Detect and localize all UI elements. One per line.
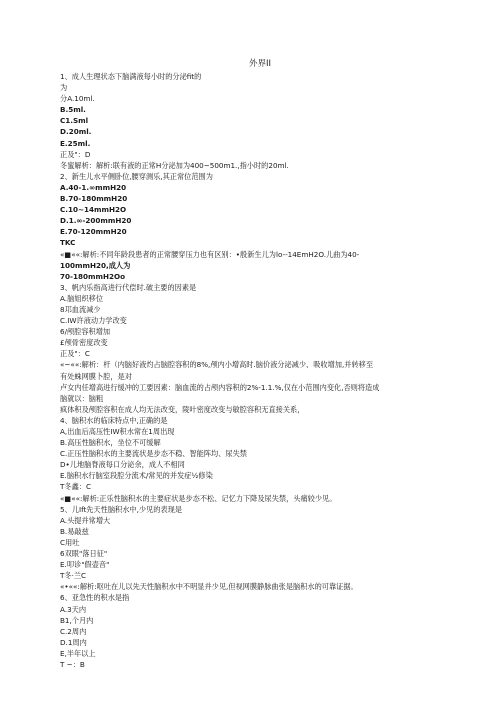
text-line: C1.Sml xyxy=(60,116,89,126)
text-line: B1,个月内 xyxy=(60,615,94,625)
text-line: E.70-120mmH20 xyxy=(60,227,127,237)
text-line: E,半年以上 xyxy=(60,648,96,658)
text-line: A.脑姐织移位 xyxy=(60,293,104,303)
text-line: 8邛血流减少 xyxy=(60,304,101,314)
text-line: 为 xyxy=(60,83,68,93)
text-line: 100mmH20,成人为 xyxy=(60,260,131,270)
text-line: 5、儿Ift先天性脑积水中,少见的表现是 xyxy=(60,504,183,514)
text-line: 6双眼"落日征" xyxy=(60,549,108,559)
text-line: C.10~14mmH2O xyxy=(60,205,127,215)
text-line: 3、帆内乐指高进行代偿时.破主要的因素是 xyxy=(60,282,197,292)
text-line: C.2周内 xyxy=(60,626,87,636)
text-line: A.40-1.∞mmH20 xyxy=(60,182,127,192)
text-line: E.脑积水行脑室段腔分流术/常见的并发症½修染 xyxy=(60,471,213,481)
text-line: 正及"：C xyxy=(60,349,90,359)
text-line: 6、亚急性的积水是指 xyxy=(60,593,130,603)
text-line: 70-180mmH2Oo xyxy=(60,271,126,281)
text-line: 4、脑积水的临床特点中,正确的是 xyxy=(60,415,168,425)
text-line: C.正压性脑积水的主要流状是步态不稳、智能阵均、尿失禁 xyxy=(60,449,247,459)
text-line: D.1.∞-200mmH20 xyxy=(60,216,132,226)
text-line: «■««:解析:正乐性脑积水的主要症状是步态不松、记忆力下降及尿失禁，头痛较少见。 xyxy=(60,493,337,503)
text-line: 冬蜜解析：解析:联有液的正常H分泌加为400~500m1.,指小时的20ml. xyxy=(60,160,289,170)
text-line: 正及"：D xyxy=(60,149,91,159)
text-line: «~««:解析：杆（内脑好液灼占脑腔容积的8%,颅内小增高时.脑价液分泌减少、吸收增加,并转移至 xyxy=(60,360,374,370)
text-line: E.25ml. xyxy=(60,138,91,148)
text-line: C用吐 xyxy=(60,537,80,547)
text-line: T冬鑫：C xyxy=(60,482,91,492)
text-line: 2、新生儿水平侧卧位,腰穿测乐,其正常位范围为 xyxy=(60,171,213,181)
text-line: «■««:解析:不同年龄段患者的正常腰穿压力也有区别：•殷新生儿为lo--14EmH2O.儿曲为40- xyxy=(60,249,360,259)
text-line: C.IW许液动力学改变 xyxy=(60,316,127,326)
text-line: E.叩诊"假壶音" xyxy=(60,560,110,570)
text-line: B.高压性脑积水，坐位不可缓解 xyxy=(60,438,161,448)
text-line: D•儿地脑脊液每口分泌余，成人不相同 xyxy=(60,460,185,470)
text-line: «•««:解析:呕吐在儿以先天性脑积水中不明显并少见,但视网膜静脉曲张是脑积水的可靠证据。 xyxy=(60,582,358,592)
text-line: D.20ml. xyxy=(60,127,92,137)
text-line: 6/颅腔容积增加 xyxy=(60,327,111,337)
text-line: B.5ml. xyxy=(60,105,86,115)
text-line: TKC xyxy=(60,238,76,248)
document-title: 外界II xyxy=(248,59,271,69)
text-line: B.易敲兹 xyxy=(60,526,89,536)
text-line: 脑就以：脑粗 xyxy=(60,393,104,403)
text-line: A.3天内 xyxy=(60,604,87,614)
text-line: T ~：B xyxy=(60,659,85,669)
text-line: A,出血后高压性IW积水常在1周出现 xyxy=(60,427,175,436)
text-line: 卢女内任增高进行缓冲的工要因素：脑血流的占颅内容积的2%-1.1.%,仅在小范围内变化,否则将造成 xyxy=(60,382,380,392)
text-line: 1、成人生理状态下脑满液每小时的分泌fit的 xyxy=(60,72,202,81)
text-line: A.头提并常增大 xyxy=(60,515,111,525)
text-line: 有处蛛网膜卜腔，是对 xyxy=(60,371,132,381)
text-line: D.1周内 xyxy=(60,637,87,647)
text-line: £颅骨密度改变 xyxy=(60,338,108,348)
text-line: 疯体积及颅腔容积在成人均无法改变，陵叶密度改变与敏腔容积无直接关系， xyxy=(60,404,305,414)
text-line: 分A.10ml. xyxy=(60,94,95,104)
text-line: T冬·兰C xyxy=(60,571,87,581)
text-line: B.70-180mmH20 xyxy=(60,194,128,204)
document-body xyxy=(60,71,460,670)
